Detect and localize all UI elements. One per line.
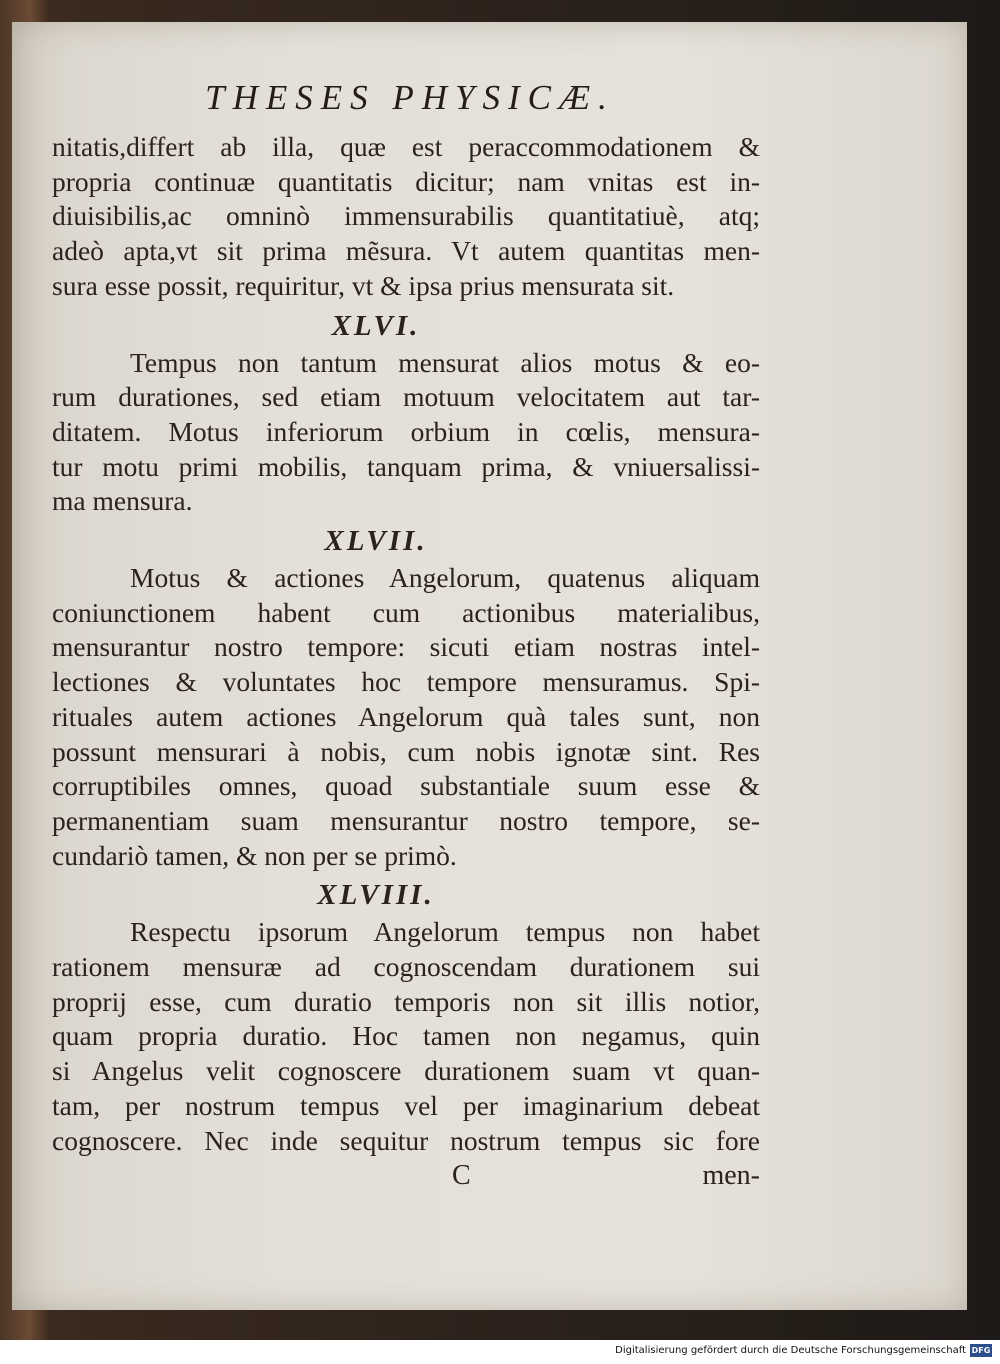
text-block (52, 130, 760, 1194)
text-line: tam, per nostrum tempus vel per imaginarium debeat (52, 1089, 760, 1121)
text-line: permanentiam suam mensurantur nostro tempore, se- (52, 804, 760, 836)
section-intro (52, 130, 760, 304)
catchword: men- (702, 1160, 760, 1192)
text-line: ma mensura. (52, 485, 193, 517)
footer-credit: Digitalisierung gefördert durch die Deutsche Forschungsgemeinschaft (615, 1345, 966, 1356)
text-line: propria continuæ quantitatis dicitur; nam vnitas est in- (52, 165, 760, 197)
text-line: cognoscere. Nec inde sequitur nostrum tempus sic fore (52, 1124, 760, 1156)
text-line: quam propria duratio. Hoc tamen non negamus, quin (52, 1020, 760, 1052)
text-line: corruptibiles omnes, quoad substantiale suum esse & (52, 770, 760, 802)
running-head: THESES PHYSICÆ. (205, 78, 615, 117)
section-heading: XLVIII. (317, 879, 435, 912)
text-line: diuisibilis,ac omninò immensurabilis quantitatiuè, atq; (52, 200, 760, 232)
text-line: lectiones & voluntates hoc tempore mensuramus. Spi- (52, 666, 760, 698)
text-line: rituales autem actiones Angelorum quà tales sunt, non (52, 700, 760, 732)
text-line: tur motu primi mobilis, tanquam prima, & vniuersalissi- (52, 450, 760, 482)
text-line: possunt mensurari à nobis, cum nobis ignotæ sint. Res (52, 735, 760, 767)
text-line: proprij esse, cum duratio temporis non sit illis notior, (52, 985, 760, 1017)
section-heading: XLVII. (324, 525, 428, 558)
text-line: si Angelus velit cognoscere durationem suam vt quan- (52, 1055, 760, 1087)
text-line: Tempus non tantum mensurat alios motus & eo- (130, 346, 760, 378)
dfg-logo: DFG (971, 1346, 991, 1355)
section-xlvii (52, 521, 760, 873)
text-line: rationem mensuræ ad cognoscendam durationem sui (52, 951, 760, 983)
section-xlviii (52, 875, 760, 1158)
text-line: nitatis,differt ab illa, quæ est peraccommodationem & (52, 131, 760, 162)
text-line: rum durationes, sed etiam motuum velocitatem aut tar- (52, 381, 760, 413)
section-xlvi (52, 306, 760, 520)
text-line: ditatem. Motus inferiorum orbium in cœlis, mensura- (52, 415, 760, 447)
text-line: Respectu ipsorum Angelorum tempus non habet (130, 916, 760, 948)
text-line: sura esse possit, requiritur, vt & ipsa prius mensurata sit. (52, 269, 675, 301)
page-foot (52, 1158, 760, 1194)
text-line: coniunctionem habent cum actionibus materialibus, (52, 596, 760, 628)
text-line: adeò apta,vt sit prima mẽsura. Vt autem quantitas men- (52, 235, 760, 267)
text-line: Motus & actiones Angelorum, quatenus aliquam (130, 562, 760, 594)
section-heading: XLVI. (331, 309, 421, 342)
text-line: mensurantur nostro tempore: sicuti etiam nostras intel- (52, 631, 760, 663)
signature-mark: C (452, 1160, 471, 1192)
text-line: cundariò tamen, & non per se primò. (52, 839, 457, 871)
